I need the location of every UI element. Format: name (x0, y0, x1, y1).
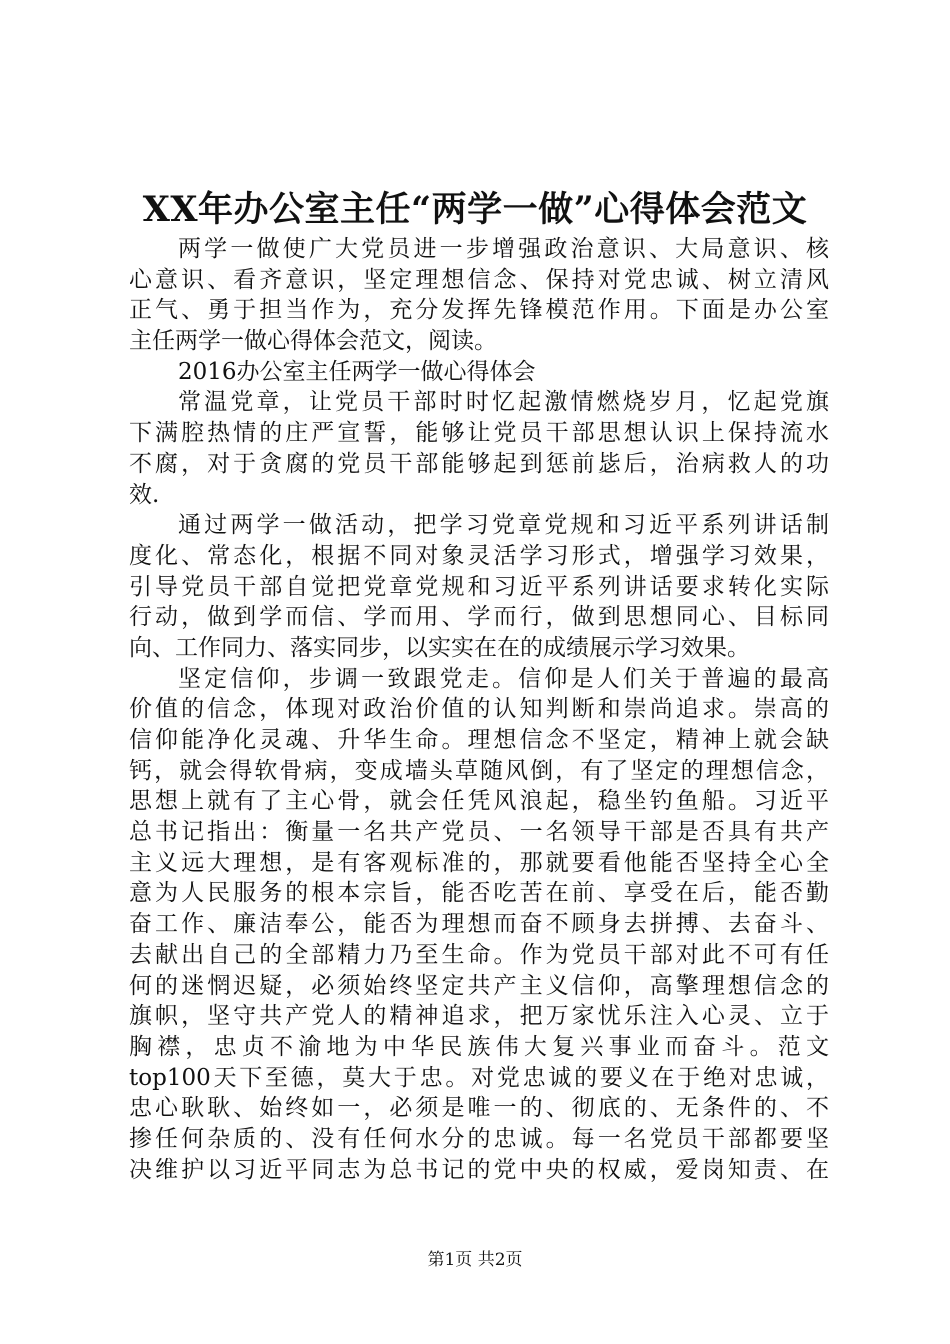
text-line: 下满腔热情的庄严宣誓，能够让党员干部思想认识上保持流水 (129, 420, 829, 447)
text-line: 两学一做使广大党员进一步增强政治意识、大局意识、核 (178, 236, 829, 262)
text-line: 去献出自己的全部精力乃至生命。作为党员干部对此不可有任 (129, 941, 829, 968)
text-line: 行动，做到学而信、学而用、学而行，做到思想同心、目标同 (129, 604, 829, 631)
document-body (129, 234, 829, 1185)
text-line: 常温党章，让党员干部时时忆起激情燃烧岁月，忆起党旗 (178, 389, 829, 416)
text-line: 度化、常态化，根据不同对象灵活学习形式，增强学习效果， (129, 542, 829, 569)
text-line: 坚定信仰，步调一致跟党走。信仰是人们关于普遍的最高 (178, 665, 829, 692)
text-line: 主任两学一做心得体会范文，阅读。 (129, 328, 497, 355)
text-line: 通过两学一做活动，把学习党章党规和习近平系列讲话制 (178, 512, 829, 539)
text-line: 掺任何杂质的、没有任何水分的忠诚。每一名党员干部都要坚 (129, 1125, 829, 1152)
text-line: 钙，就会得软骨病，变成墙头草随风倒，有了坚定的理想信念， (129, 757, 829, 784)
text-line: 胸襟，忠贞不渝地为中华民族伟大复兴事业而奋斗。范文 (129, 1033, 829, 1060)
text-line: 引导党员干部自觉把党章党规和习近平系列讲话要求转化实际 (129, 573, 829, 600)
page-footer: 第1页 共2页 (427, 1250, 523, 1270)
text-line: 意为人民服务的根本宗旨，能否吃苦在前、享受在后，能否勤 (129, 880, 829, 907)
text-line: 何的迷惘迟疑，必须始终坚定共产主义信仰，高擎理想信念的 (129, 972, 829, 999)
text-line: 向、工作同力、落实同步，以实实在在的成绩展示学习效果。 (129, 634, 750, 661)
text-line: top100天下至德，莫大于忠。对党忠诚的要义在于绝对忠诚， (129, 1064, 829, 1091)
text-line: 心意识、看齐意识，坚定理想信念、保持对党忠诚、树立清风 (129, 266, 829, 293)
text-line: 2016办公室主任两学一做心得体会 (178, 358, 536, 385)
document-title: XX年办公室主任“两学一做”心得体会范文 (142, 189, 808, 230)
text-line: 旗帜，坚守共产党人的精神追求，把万家忧乐注入心灵、立于 (129, 1003, 829, 1030)
text-line: 正气、勇于担当作为，充分发挥先锋模范作用。下面是办公室 (129, 297, 829, 324)
text-line: 主义远大理想，是有客观标准的，那就要看他能否坚持全心全 (129, 849, 829, 876)
text-line: 效. (129, 481, 160, 508)
text-line: 总书记指出：衡量一名共产党员、一名领导干部是否具有共产 (129, 819, 829, 846)
text-line: 决维护以习近平同志为总书记的党中央的权威，爱岗知责、在 (129, 1156, 829, 1183)
text-line: 思想上就有了主心骨，就会任凭风浪起，稳坐钓鱼船。习近平 (129, 788, 829, 815)
text-line: 不腐，对于贪腐的党员干部能够起到惩前毖后，治病救人的功 (129, 450, 829, 477)
text-line: 信仰能净化灵魂、升华生命。理想信念不坚定，精神上就会缺 (129, 727, 829, 753)
text-line: 忠心耿耿、始终如一，必须是唯一的、彻底的、无条件的、不 (129, 1095, 829, 1122)
text-line: 奋工作、廉洁奉公，能否为理想而奋不顾身去拼搏、去奋斗、 (129, 911, 829, 938)
text-line: 价值的信念，体现对政治价值的认知判断和崇尚追求。崇高的 (129, 696, 829, 723)
